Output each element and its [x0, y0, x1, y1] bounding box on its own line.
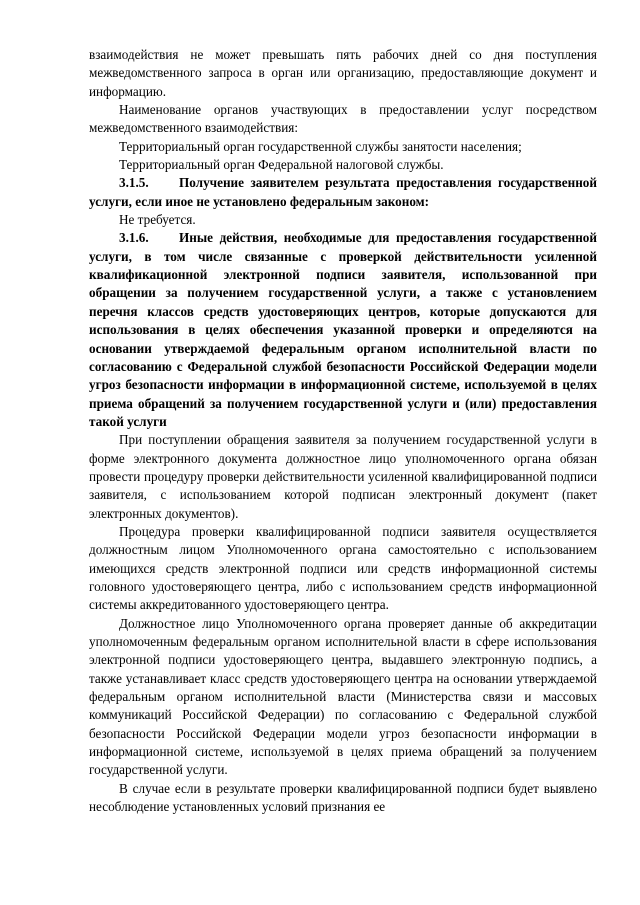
section-3-1-6-title: Иные действия, необходимые для предоставления государственной услуги, в том числе связанные с проверкой действительности усиленной квалификационной электронной подписи заявителя, использованной при обращении за получением государственной услуги, а также с установлением перечня классов средств удостоверяющих центров, которые допускаются для использования в целях обеспечения указанной проверки и определяются на основании утверждаемой федеральным органом исполнительной власти по согласованию с Федеральной службой безопасности Российской Федерации модели угроз безопасности информации в информационной системе, используемой в целях приема обращений за получением государственной услуги и (или) предоставления такой услуги: [89, 230, 597, 429]
paragraph-agencies-intro: Наименование органов участвующих в предоставлении услуг посредством межведомственного взаимодействия:: [89, 102, 597, 136]
section-3-1-6-number: 3.1.6.: [119, 230, 149, 246]
section-3-1-5-heading: [89, 174, 597, 211]
section-3-1-6-heading: [89, 229, 597, 431]
paragraph-continuation: взаимодействия не может превышать пять рабочих дней со дня поступления межведомственного запроса в орган или организацию, предоставляющие документ и информацию.: [89, 47, 597, 99]
section-3-1-5-number: 3.1.5.: [119, 175, 149, 191]
paragraph-noncompliance: В случае если в результате проверки квалифицированной подписи будет выявлено несоблюдение установленных условий признания ее: [89, 780, 597, 815]
agency-item-employment: Территориальный орган государственной службы занятости населения;: [119, 138, 522, 154]
section-3-1-5-title: Получение заявителем результата предоставления государственной услуги, если иное не установлено федеральным законом:: [89, 175, 597, 209]
agency-item-tax: Территориальный орган Федеральной налоговой службы.: [119, 157, 444, 173]
section-3-1-5-body: Не требуется.: [119, 212, 196, 228]
paragraph-official-verifies: Должностное лицо Уполномоченного органа проверяет данные об аккредитации уполномоченным федеральным органом исполнительной власти в сфере использования электронной подписи удостоверяющего центра, выдавшего электронную подпись, а также устанавливает класс средств удостоверяющего центра на основании утверждаемой федеральным органом исполнительной власти (Министерства связи и массовых коммуникаций Российской Федерации) по согласованию с Федеральной службой безопасности Российской Федерации модели угроз безопасности информации в информационной системе, используемой в целях приема обращений за получением государственной услуги.: [89, 615, 597, 778]
paragraph-signature-check: При поступлении обращения заявителя за получением государственной услуги в форме электронного документа должностное лицо уполномоченного органа обязан провести процедуру проверки действительности усиленной квалифицированной подписи заявителя, с использованием которой подписан электронный документ (пакет электронных документов).: [89, 432, 597, 521]
document-body: [89, 46, 597, 816]
paragraph-procedure: Процедура проверки квалифицированной подписи заявителя осуществляется должностным лицом Уполномоченного органа самостоятельно с использованием имеющихся средств электронной подписи или средств информационной системы головного удостоверяющего центра, либо с использованием средств информационной системы аккредитованного удостоверяющего центра.: [89, 523, 597, 613]
